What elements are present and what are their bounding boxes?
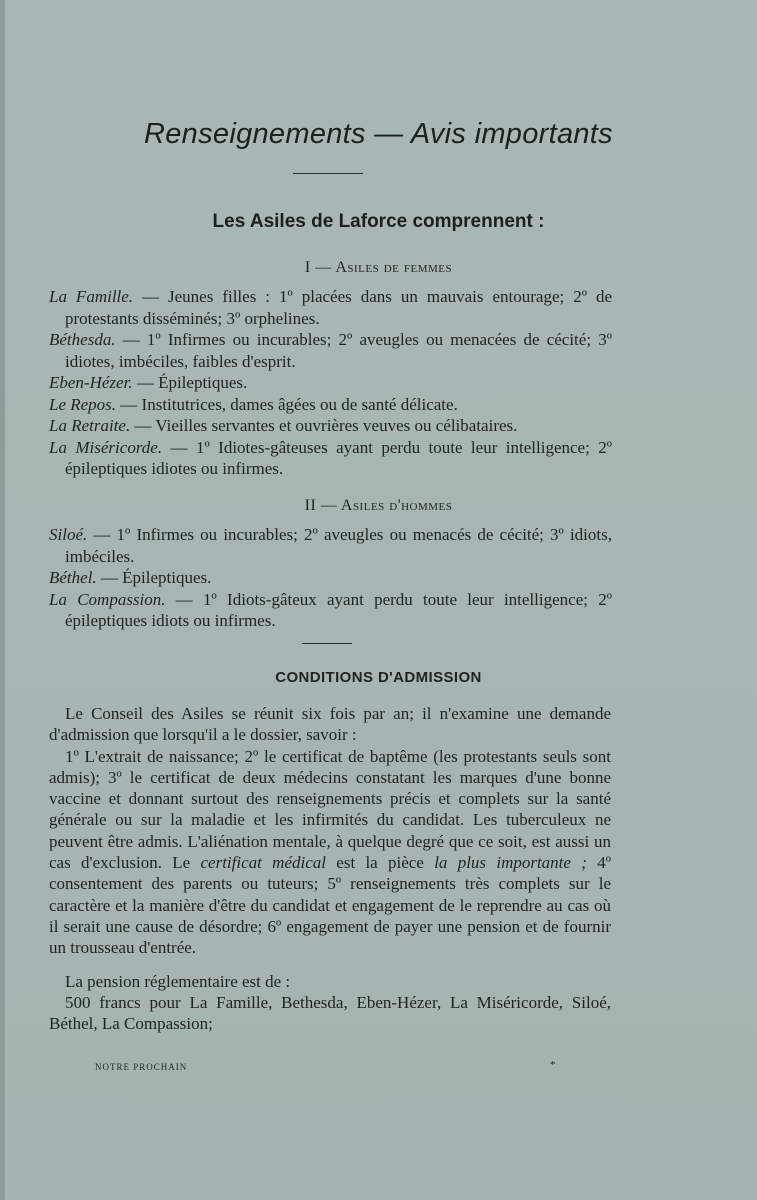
section-women-heading	[0, 259, 757, 277]
entry-name: La Miséricorde.	[49, 437, 163, 457]
pension-amount: 500 francs pour La Famille, Bethesda, Eben-Hézer, La Miséricorde, Siloé, Béthel, La Compassion;	[49, 992, 611, 1034]
entry-text: — 1º Infirmes ou incurables; 2º aveugles ou menacées de cécité; 3º idiotes, imbéciles, faibles d'esprit.	[65, 330, 612, 371]
entry-name: Béthel.	[49, 568, 97, 587]
entry-bethesda	[49, 329, 612, 372]
entry-name: Béthesda.	[49, 330, 116, 349]
conditions-body	[49, 703, 611, 1034]
entry-siloe	[49, 524, 612, 567]
entry-text: — 1º Idiots-gâteux ayant perdu toute leur intelligence; 2º épileptiques idiots ou infirmes.	[65, 589, 612, 630]
entry-name: Siloé.	[49, 525, 88, 544]
entry-la-retraite	[49, 415, 612, 437]
entry-la-misericorde	[49, 437, 612, 480]
conditions-list	[49, 746, 611, 959]
title-rule	[293, 173, 363, 174]
pension-intro: La pension réglementaire est de :	[65, 971, 291, 991]
entry-text: — 1º Infirmes ou incurables; 2º aveugles ou menacés de cécité; 3º idiots, imbéciles.	[65, 525, 612, 566]
entry-name: La Famille.	[49, 287, 134, 306]
section-women-entries	[49, 286, 612, 480]
entry-text: — Institutrices, dames âgées ou de santé délicate.	[116, 394, 458, 414]
conditions-rule	[302, 643, 352, 644]
conditions-intro: Le Conseil des Asiles se réunit six fois par an; il n'examine une demande d'admission que lorsqu'il a le dossier, savoir :	[49, 704, 611, 745]
section-men-entries	[49, 524, 612, 632]
conditions-emphasis-certificat: certificat médical	[200, 853, 326, 873]
entry-eben-hezer	[49, 372, 612, 394]
entry-la-famille	[49, 286, 612, 329]
conditions-list-part2: est la pièce	[325, 853, 435, 873]
conditions-list-part3: 4º consentement des parents ou tuteurs; 5º renseignements très complets sur le caractère et la manière d'être du candidat et engagement de le reprendre au cas où il serait une cause de désordre; 6º engagement de payer une pension et de fournir un trousseau d'entrée.	[49, 853, 611, 958]
page-title: Renseignements — Avis importants	[144, 118, 613, 150]
entry-name: La Compassion.	[49, 589, 166, 609]
conditions-emphasis-importante: la plus importante ;	[434, 853, 587, 873]
entry-text: — Épileptiques.	[96, 568, 212, 587]
catchword: NOTRE PROCHAIN	[95, 1062, 188, 1072]
entry-text: — Jeunes filles : 1º placées dans un mauvais entourage; 2º de protestants disséminés; 3º orphelines.	[65, 287, 612, 328]
section-men-heading	[0, 497, 757, 515]
section-men-heading-text: II — Asiles d'hommes	[304, 497, 453, 514]
entry-text: — Épileptiques.	[132, 373, 248, 392]
entry-text: — Vieilles servantes et ouvrières veuves ou célibataires.	[130, 416, 518, 435]
entry-name: Eben-Hézer.	[49, 373, 133, 392]
asiles-subtitle: Les Asiles de Laforce comprennent :	[212, 211, 545, 232]
entry-le-repos	[49, 394, 612, 416]
entry-la-compassion	[49, 589, 612, 632]
entry-name: Le Repos.	[49, 394, 117, 414]
entry-text: — 1º Idiotes-gâteuses ayant perdu toute leur intelligence; 2º épileptiques idiotes ou infirmes.	[65, 437, 613, 478]
signature-mark: *	[550, 1059, 556, 1071]
conditions-heading: CONDITIONS D'ADMISSION	[275, 669, 482, 686]
section-women-heading-text: I — Asiles de femmes	[304, 259, 453, 276]
entry-name: La Retraite.	[49, 416, 131, 435]
page-edge	[0, 0, 5, 1200]
conditions-list-part1: 1º L'extrait de naissance; 2º le certificat de baptême (les protestants seuls sont admis); 3º le certificat de deux médecins constatant les marques d'une bonne vaccine et donnant surtout des renseignements précis et complets sur la santé générale ou sur la maladie et les infirmités du candidat. Les tuberculeux ne peuvent être admis. L'aliénation mentale, à quelque degré que ce soit, est aussi un cas d'exclusion. Le	[49, 746, 611, 873]
entry-bethel	[49, 567, 612, 589]
